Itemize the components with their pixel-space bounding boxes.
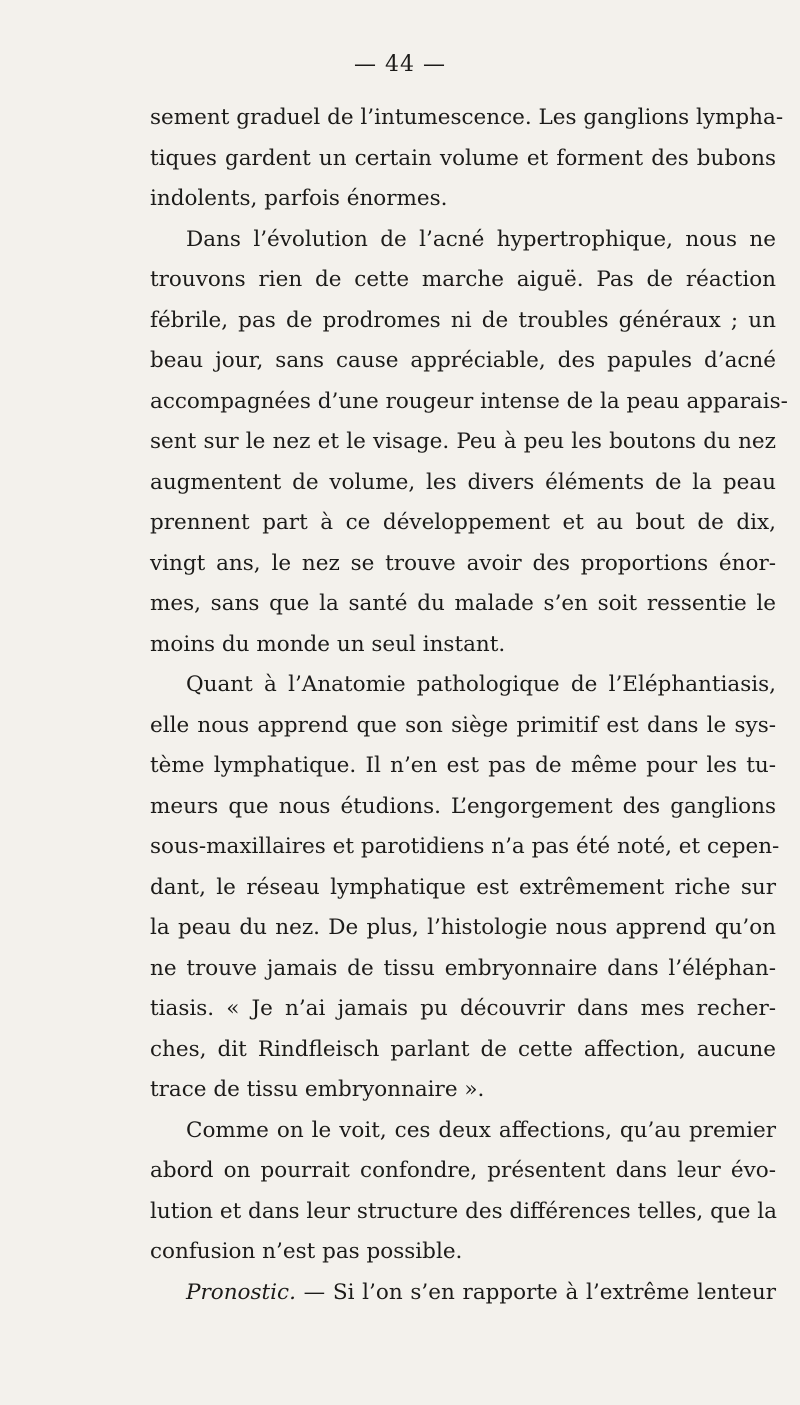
page-number: — 44 — [354, 52, 446, 77]
text-line: abord on pourrait confondre, présentent dans leur évo- [150, 1158, 776, 1183]
text-line: augmentent de volume, les divers éléments de la peau [150, 469, 776, 495]
text-line: lution et dans leur structure des différences telles, que la [150, 1198, 777, 1224]
text-fragment: — Si l’on s’en rapporte à l’extrême lenteur [295, 1279, 776, 1305]
text-line: ne trouve jamais de tissu embryonnaire dans l’éléphan- [150, 955, 776, 981]
text-line: trouvons rien de cette marche aiguë. Pas de réaction [150, 267, 776, 292]
text-line-pronostic [150, 1273, 776, 1314]
text-line: beau jour, sans cause appréciable, des papules d’acné [150, 348, 776, 373]
text-line: Comme on le voit, ces deux affections, qu’au premier [186, 1117, 776, 1143]
text-line: sent sur le nez et le visage. Peu à peu les boutons du nez [150, 429, 776, 454]
body-text [150, 98, 788, 1313]
text-line: trace de tissu embryonnaire ». [150, 1077, 485, 1102]
text-line: meurs que nous étudions. L’engorgement des ganglions [150, 793, 776, 819]
text-line: vingt ans, le nez se trouve avoir des proportions énor- [150, 550, 776, 576]
text-line: elle nous apprend que son siège primitif est dans le sys- [150, 712, 776, 738]
text-line: mes, sans que la santé du malade s’en soit ressentie le [150, 591, 776, 616]
text-line: sous-maxillaires et parotidiens n’a pas été noté, et cepen- [150, 834, 780, 859]
text-line: confusion n’est pas possible. [150, 1239, 463, 1264]
text-line: dant, le réseau lymphatique est extrêmement riche sur [150, 874, 776, 900]
text-line: moins du monde un seul instant. [150, 631, 506, 657]
text-line: Quant à l’Anatomie pathologique de l’Eléphantiasis, [186, 672, 776, 697]
text-line: ches, dit Rindfleisch parlant de cette affection, aucune [150, 1036, 776, 1062]
text-line: tiques gardent un certain volume et forment des bubons [150, 145, 776, 171]
text-line: tiasis. « Je n’ai jamais pu découvrir dans mes recher- [150, 996, 776, 1021]
section-heading-pronostic: Pronostic. [186, 1279, 296, 1305]
text-line: tème lymphatique. Il n’en est pas de même pour les tu- [150, 753, 776, 778]
text-line: indolents, parfois énormes. [150, 186, 448, 211]
text-line: fébrile, pas de prodromes ni de troubles généraux ; un [150, 307, 776, 333]
text-line: Dans l’évolution de l’acné hypertrophique, nous ne [186, 226, 776, 252]
text-line: sement graduel de l’intumescence. Les ganglions lympha- [150, 105, 784, 130]
text-line: la peau du nez. De plus, l’histologie nous apprend qu’on [150, 915, 776, 940]
text-line: prennent part à ce développement et au bout de dix, [150, 510, 776, 535]
text-line: accompagnées d’une rougeur intense de la peau apparais- [150, 388, 788, 414]
